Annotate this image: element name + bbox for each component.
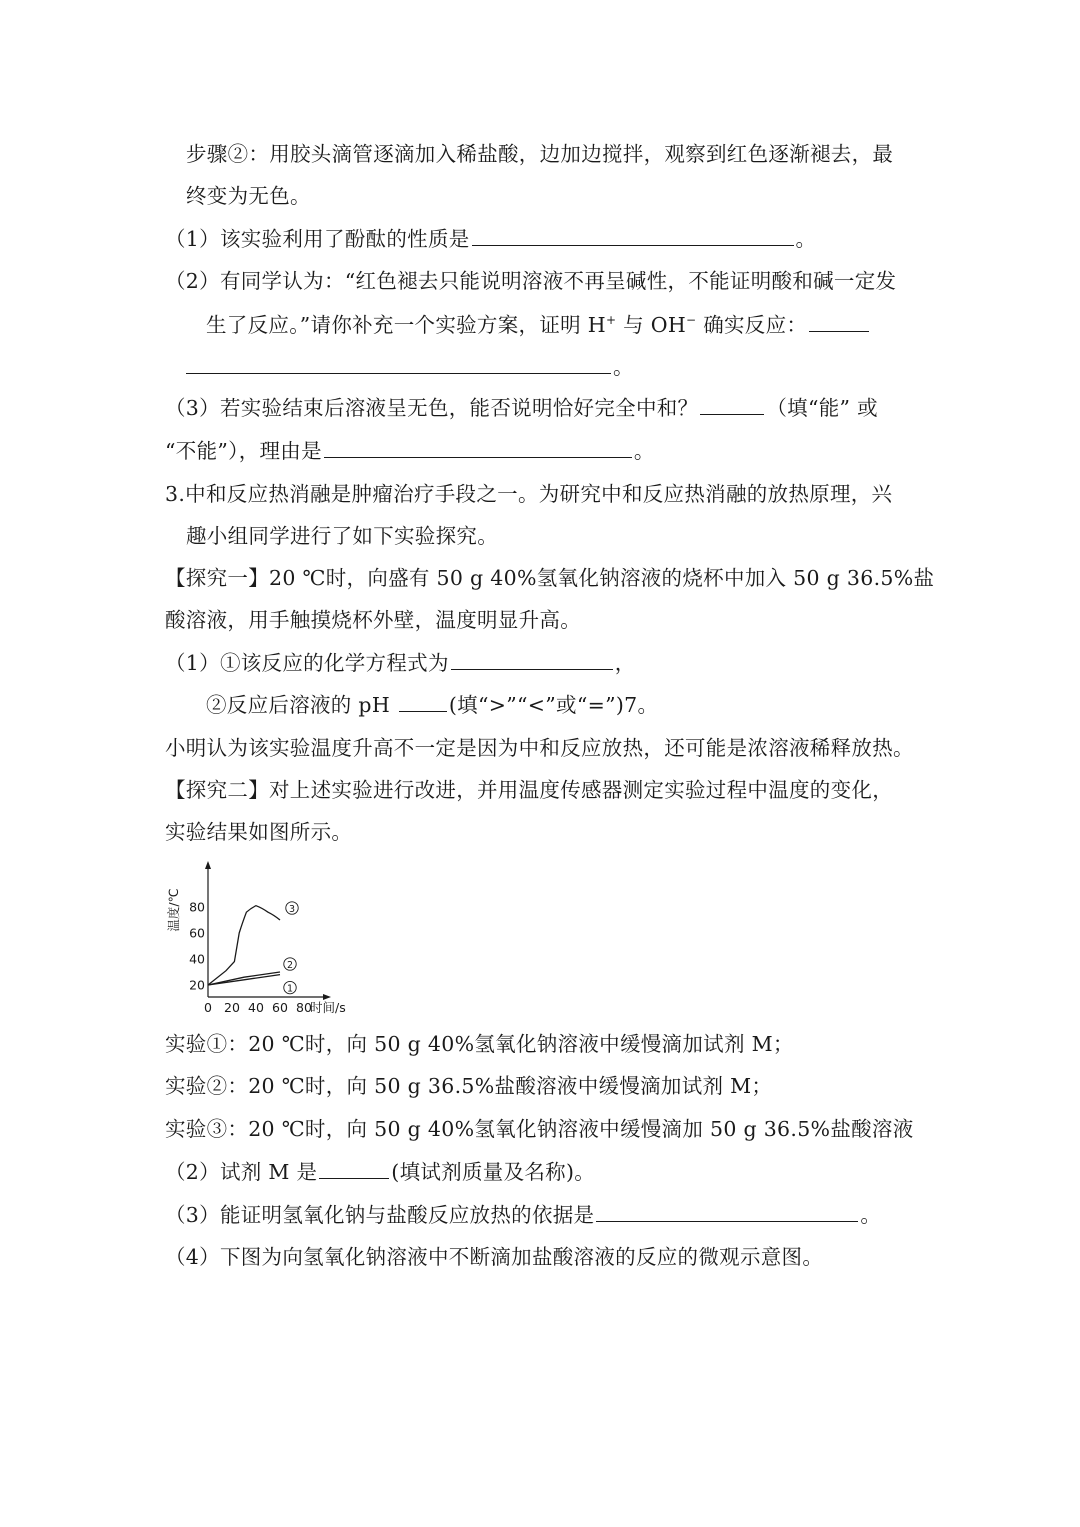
question-2-line1: （2）有同学认为：“红色褪去只能说明溶液不再呈碱性，不能证明酸和碱一定发 <box>165 269 897 293</box>
question-1-end: 。 <box>795 227 817 251</box>
sub-question-1-end: ， <box>614 651 636 675</box>
question-2-text-b: 与 OH <box>616 313 687 337</box>
x-tick-label: 0 <box>204 1000 212 1015</box>
answer-blank-ph[interactable] <box>399 691 447 712</box>
x-tick-label: 20 <box>224 1000 240 1015</box>
series-label-3 <box>286 902 298 915</box>
answer-blank-evidence[interactable] <box>596 1201 858 1222</box>
question-2-text-c: 确实反应： <box>696 313 808 337</box>
ph-question-text: ②反应后溶液的 pH <box>206 693 391 717</box>
x-axis-label: 时间/s <box>310 1000 346 1015</box>
series-line-2 <box>208 972 280 985</box>
question-2-text-a: 生了反应。”请你补充一个实验方案，证明 H <box>206 313 606 337</box>
y-tick-label: 80 <box>189 899 205 915</box>
ph-question-end: (填“>”“<”或“=”)7。 <box>448 693 659 717</box>
sub-question-3-text: （3）能证明氢氧化钠与盐酸反应放热的依据是 <box>165 1203 595 1227</box>
question-2-line2 <box>206 310 871 340</box>
series-label-1 <box>284 981 296 994</box>
series-number-3: 3 <box>288 903 296 915</box>
y-axis-label: 温度/℃ <box>166 888 181 932</box>
question-3-line1 <box>165 393 878 423</box>
temperature-chart <box>160 858 380 1016</box>
sub-question-2-text: （2）试剂 M 是 <box>165 1160 318 1184</box>
chart-ticks <box>166 888 346 1015</box>
question-3-text-c: “不能”），理由是 <box>165 439 322 463</box>
explore-1-line1: 【探究一】20 ℃时，向盛有 50 g 40%氢氧化钠溶液的烧杯中加入 50 g 36.5%盐 <box>165 566 935 590</box>
question-1-text: （1）该实验利用了酚酞的性质是 <box>165 227 470 251</box>
series-number-1: 1 <box>286 983 294 995</box>
explore-2-line2: 实验结果如图所示。 <box>165 820 353 844</box>
experiment-3-text: 实验③：20 ℃时，向 50 g 40%氢氧化钠溶液中缓慢滴加 50 g 36.5%盐酸溶液 <box>165 1117 914 1141</box>
answer-blank-2a[interactable] <box>809 311 869 332</box>
sub-question-1-text: （1）①该反应的化学方程式为 <box>165 651 449 675</box>
x-tick-label: 80 <box>296 1000 312 1015</box>
x-tick-label: 60 <box>272 1000 288 1015</box>
problem-3-intro-line2: 趣小组同学进行了如下实验探究。 <box>186 524 498 548</box>
answer-blank-equation[interactable] <box>451 649 613 670</box>
experiment-1-text: 实验①：20 ℃时，向 50 g 40%氢氧化钠溶液中缓慢滴加试剂 M； <box>165 1032 794 1056</box>
answer-blank-3a[interactable] <box>700 394 764 415</box>
step-2-text-line2: 终变为无色。 <box>186 184 311 208</box>
chart-axes <box>205 861 331 1000</box>
sub-question-2-end: (填试剂质量及名称)。 <box>391 1160 596 1184</box>
y-axis-arrow <box>205 861 211 869</box>
question-3-text-b: （填“能” 或 <box>766 396 878 420</box>
chart-series <box>208 902 298 995</box>
answer-blank-reagent[interactable] <box>319 1158 389 1179</box>
answer-blank-3b[interactable] <box>324 437 632 458</box>
y-tick-label: 20 <box>189 977 205 993</box>
y-tick-label: 60 <box>189 925 205 941</box>
h-plus-sup: + <box>605 313 617 328</box>
sub-question-3-end: 。 <box>860 1203 882 1227</box>
question-3-line2 <box>165 436 655 466</box>
question-2-line3 <box>186 352 634 382</box>
xiaoming-text: 小明认为该实验温度升高不一定是因为中和反应放热，还可能是浓溶液稀释放热。 <box>165 736 914 760</box>
problem-3-intro-line1: 3.中和反应热消融是肿瘤治疗手段之一。为研究中和反应热消融的放热原理，兴 <box>165 482 893 506</box>
explore-2-line1: 【探究二】对上述实验进行改进，并用温度传感器测定实验过程中温度的变化， <box>165 778 893 802</box>
question-3-text-a: （3）若实验结束后溶液呈无色，能否说明恰好完全中和？ <box>165 396 699 420</box>
sub-question-1-line2 <box>206 690 658 720</box>
experiment-2-text: 实验②：20 ℃时，向 50 g 36.5%盐酸溶液中缓慢滴加试剂 M； <box>165 1074 773 1098</box>
x-tick-label: 40 <box>248 1000 264 1015</box>
explore-1-line2: 酸溶液，用手触摸烧杯外壁，温度明显升高。 <box>165 608 581 632</box>
sub-question-4-line: （4）下图为向氢氧化钠溶液中不断滴加盐酸溶液的反应的微观示意图。 <box>165 1245 824 1269</box>
step-2-text-line1: 步骤②：用胶头滴管逐滴加入稀盐酸，边加边搅拌，观察到红色逐渐褪去，最 <box>186 142 894 166</box>
y-tick-label: 40 <box>189 951 205 967</box>
sub-question-1-line1 <box>165 648 636 678</box>
answer-blank-1[interactable] <box>472 225 794 246</box>
sub-question-3-line <box>165 1200 881 1230</box>
question-3-end: 。 <box>633 439 655 463</box>
oh-minus-sup: − <box>686 313 697 328</box>
series-number-2: 2 <box>286 959 294 971</box>
series-label-2 <box>284 958 296 971</box>
question-1-line <box>165 224 816 254</box>
question-2-end: 。 <box>613 355 634 379</box>
answer-blank-2b[interactable] <box>186 353 611 374</box>
sub-question-2-line <box>165 1157 595 1187</box>
